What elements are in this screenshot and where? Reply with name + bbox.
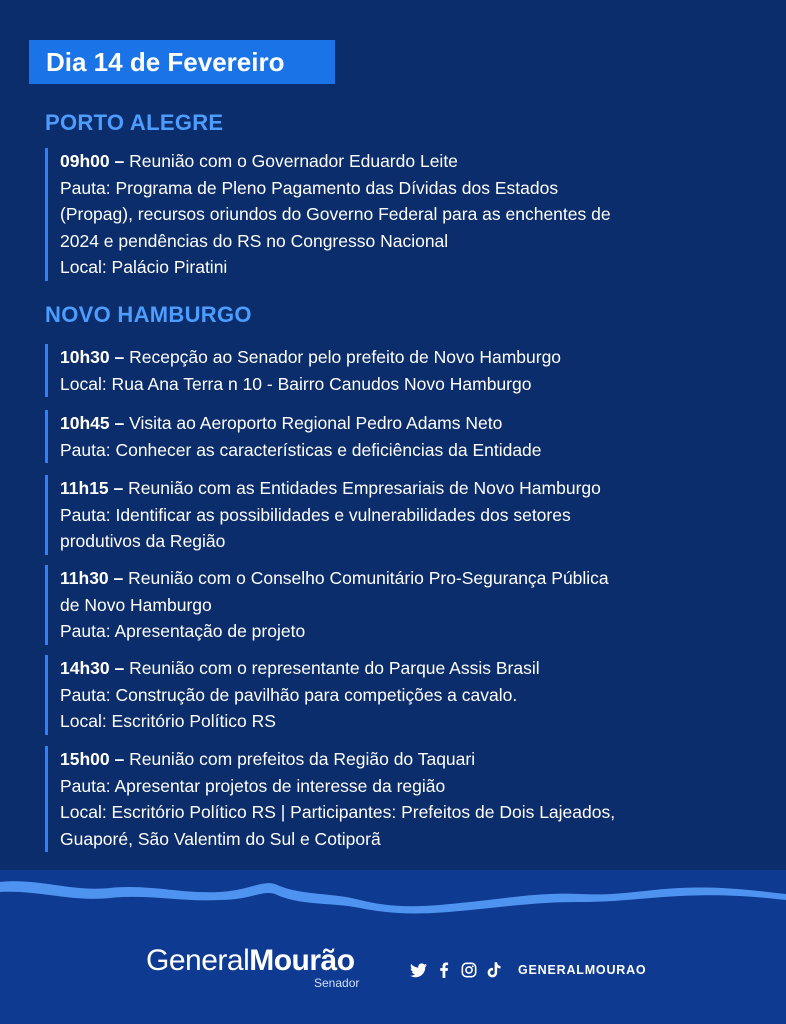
event-time: 10h30 – [60, 347, 125, 367]
date-badge [29, 40, 335, 84]
instagram-icon[interactable] [460, 962, 477, 979]
social-links [410, 960, 646, 980]
event-time: 10h45 – [60, 413, 125, 433]
event-title: Reunião com o Governador Eduardo Leite [129, 151, 458, 171]
event-location: Local: Escritório Político RS [60, 711, 276, 731]
event-location: Local: Palácio Piratini [60, 257, 228, 277]
event-title: Reunião com o Conselho Comunitário Pro-Segurança Pública [128, 568, 609, 588]
tiktok-icon[interactable] [485, 962, 502, 979]
section-title-novo-hamburgo: NOVO HAMBURGO [45, 302, 252, 327]
event-1030 [45, 344, 765, 397]
event-detail: 2024 e pendências do RS no Congresso Nacional [60, 230, 449, 251]
event-detail: Pauta: Conhecer as características e deficiências da Entidade [60, 439, 542, 460]
event-title: Recepção ao Senador pelo prefeito de Novo Hamburgo [129, 347, 562, 367]
event-time: 11h15 – [60, 478, 124, 498]
date-title: Dia 14 de Fevereiro [46, 46, 285, 77]
brand-subtitle: Senador [314, 976, 360, 990]
section-title-porto-alegre: PORTO ALEGRE [45, 110, 224, 135]
event-location: Local: Rua Ana Terra n 10 - Bairro Canudos Novo Hamburgo [60, 373, 532, 394]
event-time: 11h30 – [60, 568, 124, 588]
event-detail: de Novo Hamburgo [60, 594, 212, 615]
event-detail: (Propag), recursos oriundos do Governo Federal para as enchentes de [60, 204, 611, 224]
event-title: Reunião com as Entidades Empresariais de Novo Hamburgo [128, 478, 601, 498]
event-title: Reunião com o representante do Parque Assis Brasil [129, 658, 540, 678]
event-1045 [45, 410, 765, 463]
event-time: 09h00 – [60, 151, 125, 171]
event-title: Visita ao Aeroporto Regional Pedro Adams Neto [129, 413, 503, 433]
event-detail: Pauta: Apresentar projetos de interesse da região [60, 775, 446, 796]
wave-decoration [0, 872, 786, 932]
event-detail: Pauta: Identificar as possibilidades e vulnerabilidades dos setores [60, 504, 571, 525]
event-1430 [45, 655, 765, 735]
facebook-icon[interactable] [435, 962, 452, 979]
event-location: Local: Escritório Político RS | Participantes: Prefeitos de Dois Lajeados, [60, 802, 616, 822]
event-1130 [45, 565, 765, 645]
brand-last-name: Mourão [249, 944, 355, 977]
social-handle: GENERALMOURAO [518, 963, 647, 977]
event-time: 14h30 – [60, 658, 125, 678]
event-detail: Guaporé, São Valentim do Sul e Cotiporã [60, 828, 381, 849]
twitter-icon[interactable] [410, 962, 427, 979]
event-detail: Pauta: Apresentação de projeto [60, 621, 306, 641]
event-title: Reunião com prefeitos da Região do Taquari [129, 749, 476, 769]
event-0900 [45, 148, 765, 281]
event-time: 15h00 – [60, 749, 125, 769]
event-detail: produtivos da Região [60, 531, 226, 551]
brand-first-name: General [146, 944, 250, 977]
event-detail: Pauta: Construção de pavilhão para competições a cavalo. [60, 684, 518, 705]
event-detail: Pauta: Programa de Pleno Pagamento das Dívidas dos Estados [60, 177, 559, 198]
brand-logo [146, 944, 355, 978]
event-1500 [45, 746, 765, 852]
event-1115 [45, 475, 765, 555]
